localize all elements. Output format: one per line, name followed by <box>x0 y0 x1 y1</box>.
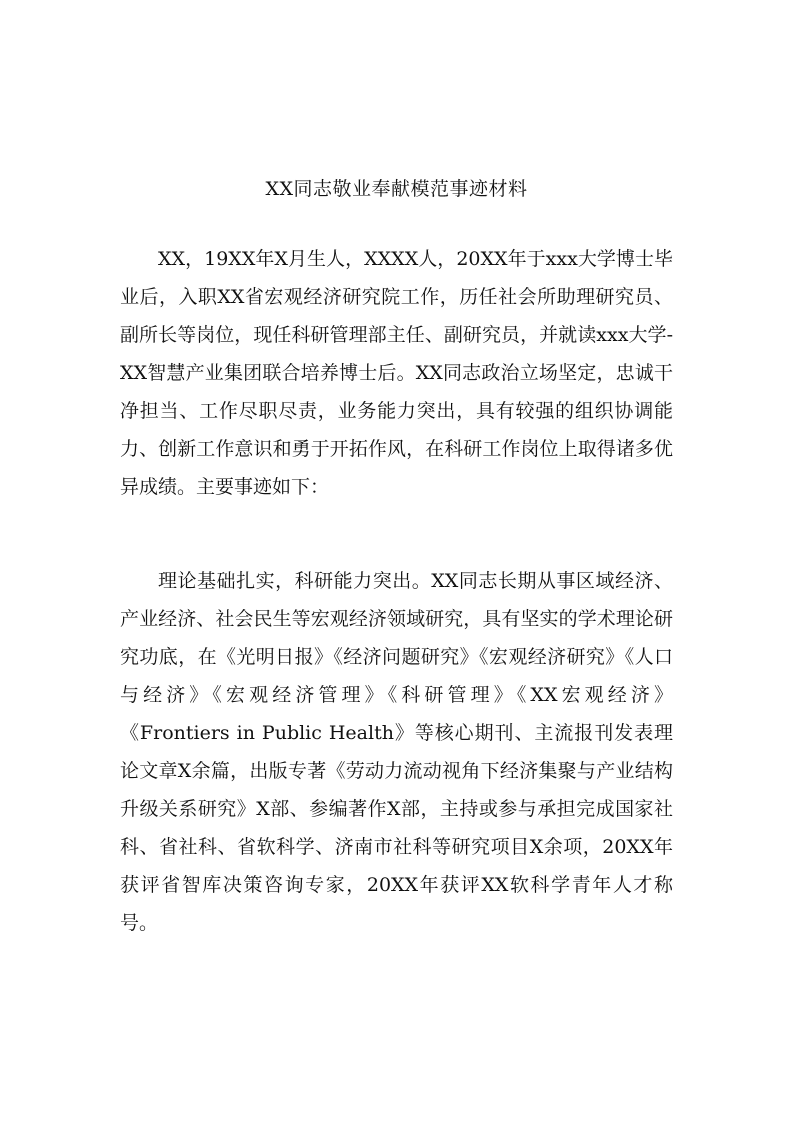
paragraph-block-2 <box>120 562 673 942</box>
document-title: XX同志敬业奉献模范事迹材料 <box>265 178 528 200</box>
paragraph-block-1 <box>120 240 673 506</box>
paragraph-research: 理论基础扎实，科研能力突出。XX同志长期从事区域经济、产业经济、社会民生等宏观经济领域研究，具有坚实的学术理论研究功底，在《光明日报》《经济问题研究》《宏观经济研究》《人口与经济》《宏观经济管理》《科研管理》《XX宏观经济》《Frontiers in Public Health》等核心期刊、主流报刊发表理论文章X余篇，出版专著《劳动力流动视角下经济集聚与产业结构升级关系研究》X部、参编著作X部，主持或参与承担完成国家社科、省社科、省软科学、济南市社科等研究项目X余项，20XX年获评省智库决策咨询专家，20XX年获评XX软科学青年人才称号。 <box>120 570 673 934</box>
paragraph-intro: XX，19XX年X月生人，XXXX人，20XX年于xxx大学博士毕业后，入职XX省宏观经济研究院工作，历任社会所助理研究员、副所长等岗位，现任科研管理部主任、副研究员，并就读xxx大学-XX智慧产业集团联合培养博士后。XX同志政治立场坚定，忠诚干净担当、工作尽职尽责，业务能力突出，具有较强的组织协调能力、创新工作意识和勇于开拓作风，在科研工作岗位上取得诸多优异成绩。主要事迹如下： <box>120 248 673 498</box>
